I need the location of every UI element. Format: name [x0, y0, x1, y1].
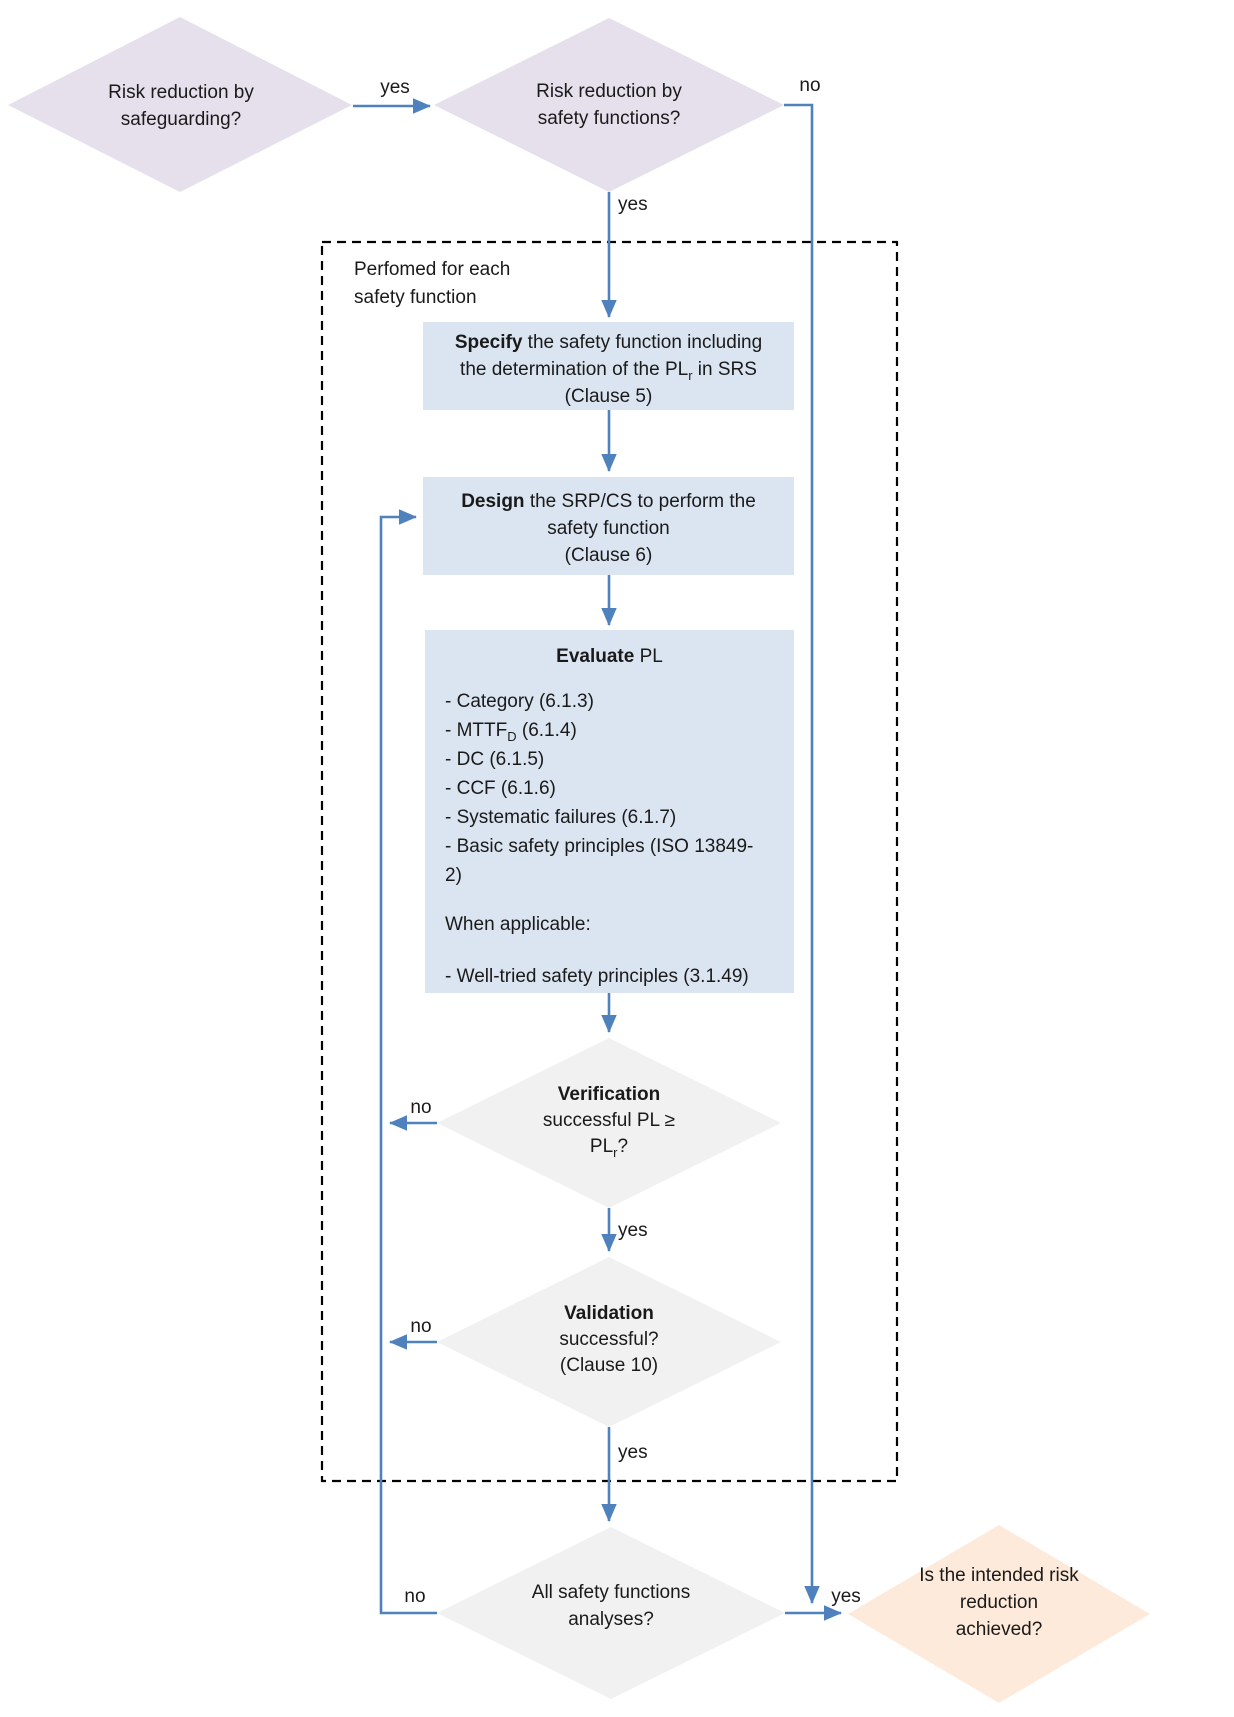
label-validation-yes: yes	[618, 1442, 648, 1463]
specify-process-box	[423, 322, 794, 410]
dashed-region-caption-line2: safety function	[354, 287, 477, 308]
design-line3: (Clause 6)	[564, 545, 653, 566]
label-safety-functions-no: no	[799, 75, 821, 96]
safeguarding-line2: safeguarding?	[120, 109, 242, 130]
design-keyword: Design	[461, 491, 525, 512]
validation-line3: (Clause 10)	[559, 1355, 659, 1376]
verification-diamond-label	[489, 1082, 729, 1160]
verification-keyword: Verification	[557, 1084, 661, 1105]
label-validation-no: no	[410, 1316, 432, 1337]
safety-functions-diamond-label	[489, 78, 729, 132]
evaluate-item-ccf: - CCF (6.1.6)	[445, 778, 556, 799]
validation-keyword: Validation	[564, 1303, 654, 1324]
label-all-functions-yes: yes	[831, 1586, 861, 1607]
validation-diamond-label	[489, 1301, 729, 1379]
design-line2: safety function	[547, 518, 670, 539]
risk-achieved-diamond-label	[879, 1562, 1119, 1643]
evaluate-when-applicable: When applicable:	[445, 914, 591, 935]
all-functions-line1: All safety functions	[531, 1582, 691, 1603]
validation-line2: successful?	[559, 1329, 659, 1350]
evaluate-keyword: Evaluate	[556, 646, 635, 667]
specify-line1: Specify the safety function including	[454, 332, 763, 353]
all-safety-functions-diamond-label	[491, 1579, 731, 1633]
design-process-box	[423, 477, 794, 575]
safeguarding-diamond-label	[61, 79, 301, 133]
label-verification-yes: yes	[618, 1220, 648, 1241]
evaluate-item-basic-safety-principles: - Basic safety principles (ISO 13849-	[445, 836, 754, 857]
evaluate-item-basic-safety-principles-wrap: 2)	[445, 865, 462, 886]
label-safety-functions-yes: yes	[618, 194, 648, 215]
specify-keyword: Specify	[454, 332, 523, 353]
evaluate-item-well-tried-principles: - Well-tried safety principles (3.1.49)	[445, 966, 749, 987]
evaluate-item-list	[425, 687, 794, 991]
verification-line3: $PL_r$?	[589, 1136, 629, 1160]
design-line1: Design the SRP/CS to perform the	[461, 491, 756, 512]
all-functions-line2: analyses?	[568, 1609, 654, 1630]
dashed-region-caption	[354, 256, 594, 312]
safety-functions-line2: safety functions?	[537, 108, 681, 129]
evaluate-item-dc: - DC (6.1.5)	[445, 749, 545, 770]
label-verification-no: no	[410, 1097, 432, 1118]
risk-achieved-line3: achieved?	[955, 1619, 1043, 1640]
label-all-functions-no: no	[404, 1586, 426, 1607]
safety-functions-line1: Risk reduction by	[536, 81, 682, 102]
evaluate-title: Evaluate PL	[556, 646, 663, 667]
label-safeguarding-yes: yes	[380, 77, 410, 98]
risk-achieved-line2: reduction	[959, 1592, 1039, 1613]
evaluate-item-mttfd: - $MTTF_D$ (6.1.4)	[445, 720, 577, 744]
evaluate-pl-process-box	[425, 630, 794, 993]
verification-line2: successful PL ≥	[542, 1110, 676, 1131]
specify-line2: the determination of the $PL_r$ in SRS	[460, 359, 757, 383]
safeguarding-line1: Risk reduction by	[108, 82, 254, 103]
risk-achieved-line1: Is the intended risk	[919, 1565, 1079, 1586]
evaluate-item-category: - Category (6.1.3)	[445, 691, 594, 712]
dashed-region-caption-line1: Perfomed for each	[354, 259, 511, 280]
evaluate-item-systematic-failures: - Systematic failures (6.1.7)	[445, 807, 677, 828]
specify-line3: (Clause 5)	[564, 386, 653, 407]
